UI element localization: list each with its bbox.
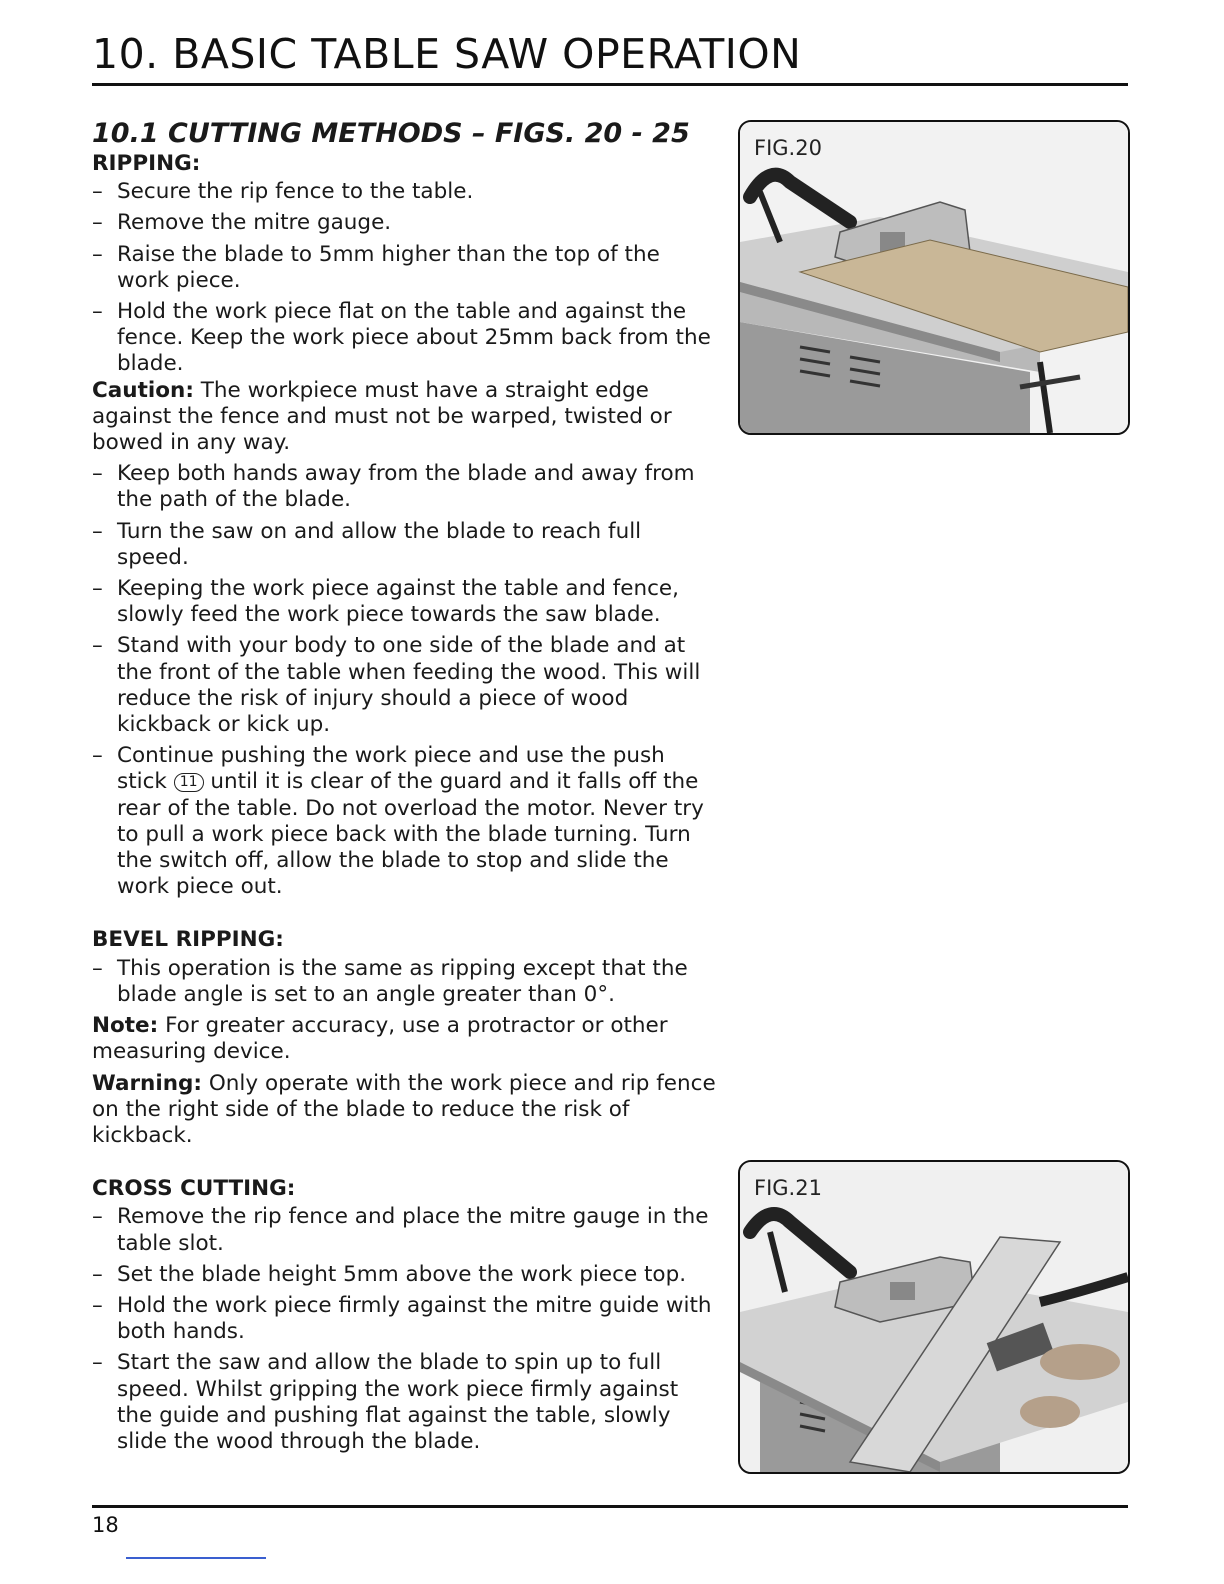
figure-20 — [738, 120, 1130, 435]
push-stick-ref-badge: 11 — [174, 773, 204, 792]
warning-text: Only operate with the work piece and rip fence on the right side of the blade to reduce the risk of kickback. — [92, 1070, 716, 1148]
figure-20-label: FIG.20 — [754, 136, 822, 160]
cross-cutting-heading: CROSS CUTTING: — [92, 1176, 296, 1202]
list-item: – Remove the rip fence and place the mitre gauge in the table slot. — [92, 1204, 717, 1256]
list-item: – This operation is the same as ripping except that the blade angle is set to an angle greater than 0°. — [92, 956, 717, 1008]
warning-paragraph — [92, 1071, 717, 1150]
main-text-column — [92, 117, 717, 1455]
list-item: – Remove the mitre gauge. — [92, 210, 717, 236]
page-number: 18 — [92, 1513, 119, 1537]
push-stick-step-text-end: until it is clear of the guard and it falls off the rear of the table. Do not overload the motor. Never try to pull a work piece back with the blade turning. Turn the switch off, allow the blade to stop and slide the work piece out. — [117, 769, 704, 900]
figure-21 — [738, 1160, 1130, 1474]
ripping-steps — [92, 179, 717, 377]
push-stick-step-text: Continue pushing the work piece and use the push stick — [117, 743, 665, 795]
list-item: – Secure the rip fence to the table. — [92, 179, 717, 205]
caution-text: The workpiece must have a straight edge against the fence and must not be warped, twisted or bowed in any way. — [92, 377, 672, 456]
page-title: 10. BASIC TABLE SAW OPERATION — [92, 30, 802, 78]
ripping-steps-continued — [92, 461, 717, 900]
list-item: – Start the saw and allow the blade to spin up to full speed. Whilst gripping the work piece firmly against the guide and pushing flat against the table, slowly slide the wood through the blade. — [92, 1350, 717, 1455]
caution-paragraph — [92, 378, 717, 457]
list-item: – Hold the work piece flat on the table and against the fence. Keep the work piece about 25mm back from the blade. — [92, 299, 717, 378]
footer-underline-mark — [126, 1557, 266, 1559]
header-divider — [92, 83, 1128, 86]
list-item: – Stand with your body to one side of the blade and at the front of the table when feeding the wood. This will reduce the risk of injury should a piece of wood kickback or kick up. — [92, 633, 717, 738]
table-saw-cross-cutting-photo — [740, 1162, 1128, 1472]
ripping-heading: RIPPING: — [92, 151, 201, 176]
table-saw-ripping-photo — [740, 122, 1128, 433]
bevel-heading: BEVEL RIPPING: — [92, 927, 284, 953]
list-item: – Raise the blade to 5mm higher than the top of the work piece. — [92, 242, 717, 294]
list-item: – Hold the work piece firmly against the mitre guide with both hands. — [92, 1293, 717, 1345]
section-title: 10.1 CUTTING METHODS – FIGS. 20 - 25 — [92, 118, 690, 149]
footer-divider — [92, 1505, 1128, 1508]
list-item — [92, 743, 717, 900]
list-item: – Set the blade height 5mm above the work piece top. — [92, 1262, 717, 1288]
warning-label: Warning: — [92, 1070, 203, 1096]
note-text: For greater accuracy, use a protractor or other measuring device. — [92, 1013, 668, 1065]
list-item: – Turn the saw on and allow the blade to reach full speed. — [92, 519, 717, 571]
caution-label: Caution: — [92, 377, 194, 403]
list-item: – Keep both hands away from the blade and away from the path of the blade. — [92, 461, 717, 513]
note-label: Note: — [92, 1013, 159, 1039]
note-paragraph — [92, 1013, 717, 1065]
figure-21-label: FIG.21 — [754, 1176, 822, 1200]
bevel-steps — [92, 956, 717, 1008]
cross-cutting-steps — [92, 1204, 717, 1455]
list-item: – Keeping the work piece against the table and fence, slowly feed the work piece towards the saw blade. — [92, 576, 717, 628]
